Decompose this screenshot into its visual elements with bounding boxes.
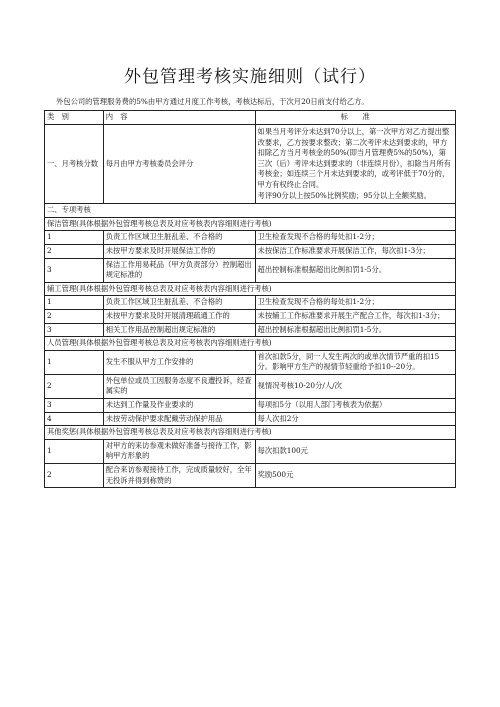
intro-paragraph: 外包公司的管理服务费的5%由甲方通过月度工作考核，考核达标后，于次月20日前支付给乙方。 [56, 97, 369, 106]
cell-no: 2 [45, 309, 104, 323]
cell-content: 负责工作区域卫生脏乱差、不合格的 [103, 296, 255, 310]
cell-no: 1 [45, 231, 104, 245]
cell-no: 3 [45, 399, 104, 413]
table-row [45, 399, 456, 413]
header-standard: 标 准 [255, 111, 455, 125]
cell-standard: 卫生检查发现不合格的每处扣1-2分； [255, 231, 455, 245]
section-title-row [45, 217, 456, 231]
cell-no: 1 [45, 350, 104, 374]
table-row [45, 231, 456, 245]
table-header-row [45, 111, 456, 125]
monthly-standard-text: 如果当月考评分未达到70分以上，第一次甲方对乙方提出整改要求，乙方按要求整改；第二次考评未达到要求的，甲方扣除乙方当月考核金的50%(即当月管理费5%的50%)，第三次（后）考评未达到要求的（非连续月份），扣除当月所有考核金；如连续三个月未达到要求的，或考评低于70分的，甲方有权终止合同。 [257, 127, 451, 189]
cell-standard: 每人次扣2分 [255, 412, 455, 426]
cell-no: 2 [45, 464, 104, 488]
monthly-category: 一、月考核分数 [45, 125, 104, 204]
cell-content: 对甲方的来访参观未做好准备与接待工作，影响甲方形象的 [103, 439, 255, 463]
cell-content: 发生不服从甲方工作安排的 [103, 350, 255, 374]
monthly-standard [255, 125, 455, 204]
special-heading: 二、专项考核 [45, 204, 456, 218]
table-row [45, 258, 456, 282]
monthly-row [45, 125, 456, 204]
document-page [44, 62, 456, 488]
cell-standard: 每次扣款100元 [255, 439, 455, 463]
monthly-reward-text: 考评90分以上按50%比例奖励；95分以上全额奖励。 [257, 190, 431, 200]
cell-standard: 未按辅工工作标准要求开展生产配合工作，每次扣1-3分； [255, 309, 455, 323]
table-row [45, 323, 456, 337]
cell-standard: 未按保洁工作标准要求开展保洁工作，每次扣1-3分； [255, 244, 455, 258]
header-category: 类 别 [45, 111, 104, 125]
header-content: 内 容 [103, 111, 255, 125]
cell-content: 负责工作区域卫生脏乱差、不合格的 [103, 231, 255, 245]
cell-content: 未按劳动保护要求配戴劳动保护用品 [103, 412, 255, 426]
section-title: 其他奖惩(具体根据外包管理考核总表及对应考核表内容细则进行考核) [45, 426, 456, 440]
table-row [45, 350, 456, 374]
monthly-content: 每月由甲方考核委员会评分 [103, 125, 255, 204]
section-title: 保洁管理(具体根据外包管理考核总表及对应考核表内容细则进行考核) [45, 217, 456, 231]
table-row [45, 439, 456, 463]
cell-content: 未按甲方要求及时开展保洁工作的 [103, 244, 255, 258]
section-title-row [45, 426, 456, 440]
cell-standard: 视情况考核10-20分/人/次 [255, 374, 455, 398]
cell-content: 保洁工作用易耗品（甲方负责部分）控制超出规定标准的 [103, 258, 255, 282]
table-row [45, 244, 456, 258]
cell-no: 2 [45, 244, 104, 258]
section-title-row [45, 282, 456, 296]
cell-standard: 超出控制标准根据超出比例扣罚1-5分。 [255, 258, 455, 282]
table-row [45, 296, 456, 310]
table-row [45, 374, 456, 398]
section-title-row [45, 337, 456, 351]
cell-standard: 首次扣款5分，同一人发生两次的或单次情节严重的扣15分。影响甲方生产的视情节轻重给予扣10--20分。 [255, 350, 455, 374]
cell-standard: 卫生检查发现不合格的每处扣1-2分； [255, 296, 455, 310]
cell-content: 相关工作用品控制超出规定标准的 [103, 323, 255, 337]
cell-content: 未达到工作量及作业要求的 [103, 399, 255, 413]
table-row [45, 464, 456, 488]
cell-no: 1 [45, 296, 104, 310]
cell-no: 3 [45, 258, 104, 282]
cell-no: 2 [45, 374, 104, 398]
cell-standard: 超出控制标准根据超出比例扣罚1-5分。 [255, 323, 455, 337]
cell-no: 3 [45, 323, 104, 337]
cell-standard: 每项扣5分（以用人部门考核表为依据） [255, 399, 455, 413]
cell-no: 4 [45, 412, 104, 426]
cell-content: 外包单位或员工因服务态度不良遭投诉，经查属实的 [103, 374, 255, 398]
cell-content: 配合来访参观接待工作，完成质量较好，全年无投诉并得到称赞的 [103, 464, 255, 488]
special-heading-row [45, 204, 456, 218]
cell-standard: 奖励500元 [255, 464, 455, 488]
cell-no: 1 [45, 439, 104, 463]
assessment-table [44, 110, 456, 488]
page-title: 外包管理考核实施细则（试行） [124, 67, 376, 87]
table-row [45, 412, 456, 426]
section-title: 辅工管理(具体根据外包管理考核总表及对应考核表内容细则进行考核) [45, 282, 456, 296]
special-sections [45, 217, 456, 487]
section-title: 人员管理(具体根据外包管理考核总表及对应考核表内容细则进行考核) [45, 337, 456, 351]
table-row [45, 309, 456, 323]
cell-content: 未按甲方要求及时开展清理疏通工作的 [103, 309, 255, 323]
